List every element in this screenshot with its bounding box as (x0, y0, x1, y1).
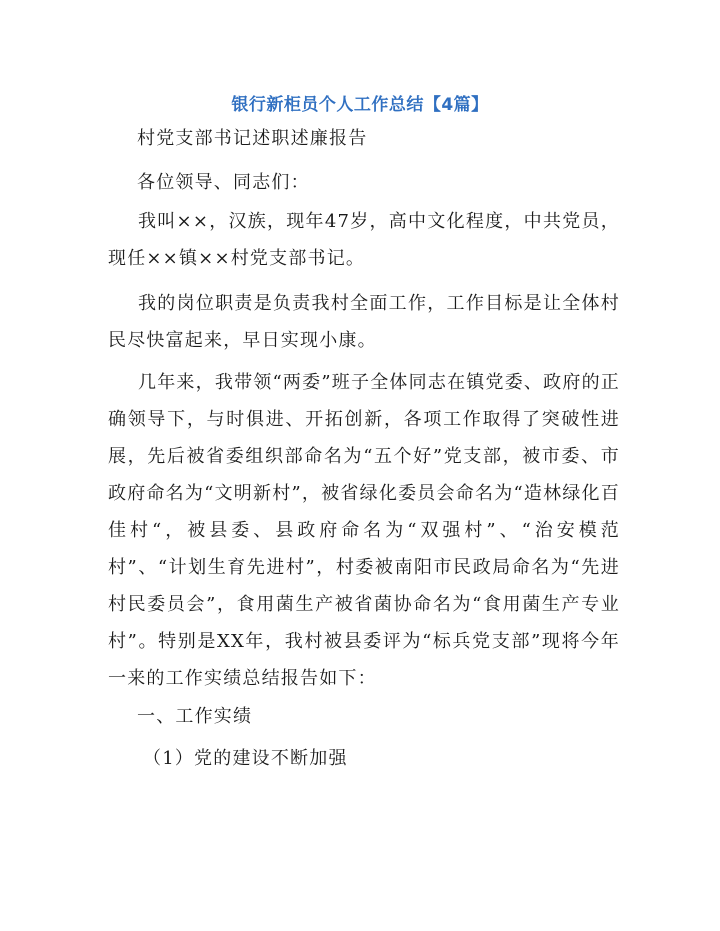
paragraph-intro: 我叫××，汉族，现年47岁，高中文化程度，中共党员，现任××镇××村党支部书记。 (108, 211, 620, 269)
document-title: 银行新柜员个人工作总结【4篇】 (231, 95, 489, 115)
section-heading: 一、工作实绩 (137, 706, 253, 727)
salutation: 各位领导、同志们： (137, 172, 310, 193)
paragraph-duties: 我的岗位职责是负责我村全面工作，工作目标是让全体村民尽快富起来，早日实现小康。 (108, 293, 620, 351)
report-heading: 村党支部书记述职述廉报告 (137, 128, 368, 149)
subsection-heading: （1）党的建设不断加强 (143, 748, 348, 769)
paragraph-achievements: 几年来，我带领“两委”班子全体同志在镇党委、政府的正确领导下，与时俱进、开拓创新，各项工作取得了突破性进展，先后被省委组织部命名为“五个好”党支部，被市委、市政府命名为“文明新村”，被省绿化委员会命名为“造林绿化百佳村“，被县委、县政府命名为“双强村”、“治安模范村”、“计划生育先进村”，村委被南阳市民政局命名为“先进村民委员会”，食用菌生产被省菌协命名为“食用菌生产专业村”。特别是XX年，我村被县委评为“标兵党支部”现将今年一来的工作实绩总结报告如下： (108, 372, 620, 689)
